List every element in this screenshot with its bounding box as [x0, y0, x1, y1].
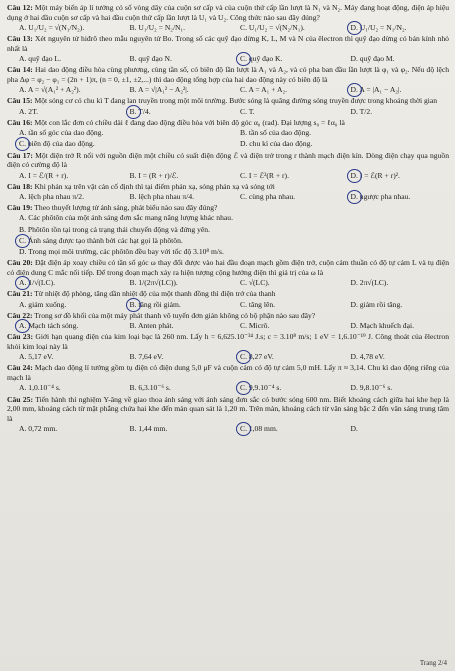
answer-option[interactable]: C. √(LC). — [240, 278, 270, 288]
answer-option[interactable]: C. cùng pha nhau. — [240, 191, 296, 201]
question-text: Một điện trở R nối với nguồn điện một chiều có suất điện động ℰ và điện trở trong r thành mạch điện kín. Dòng điện chạy qua nguồn điện có cường độ là — [7, 150, 449, 170]
question-17 — [7, 151, 449, 181]
answer-options — [7, 139, 449, 149]
question-number: Câu 14: — [7, 65, 33, 75]
question-stem — [7, 363, 449, 382]
answer-option[interactable]: C. A = A₁ + A₂. — [240, 85, 287, 95]
answer-options — [7, 85, 449, 95]
question-stem — [7, 151, 449, 170]
question-stem — [7, 311, 449, 321]
answer-option[interactable]: D. Mạch khuếch đại. — [350, 321, 414, 331]
answer-option[interactable]: D. Trong mọi môi trường, các phôtôn đều bay với tốc độ 3.10⁸ m/s. — [19, 247, 224, 257]
answer-option[interactable]: A. 5,17 eV. — [19, 352, 54, 362]
question-15 — [7, 96, 449, 116]
answer-option[interactable]: A. tần số góc của dao động. — [19, 128, 104, 138]
answer-option[interactable]: D. ngược pha nhau. — [339, 192, 450, 202]
answer-option[interactable]: D. chu kì của dao động. — [240, 139, 313, 149]
question-text: Đặt điện áp xoay chiều có tần số góc ω thay đổi được vào hai đầu đoạn mạch gồm điện trở, cuộn cảm thuần có độ tự cảm L và tụ điện có điện dung C mắc nối tiếp. Để trong đoạn mạch xảy ra hiện tượng cộng hưởng điện thì giá trị của ω là — [7, 258, 449, 277]
question-14 — [7, 65, 449, 95]
question-text: Từ nhiệt độ phòng, tăng dần nhiệt độ của một thanh đồng thì điện trở của thanh — [34, 289, 276, 299]
question-25 — [7, 395, 449, 434]
answer-option[interactable]: D. giảm rồi tăng. — [350, 299, 403, 309]
answer-options — [7, 128, 449, 138]
answer-option[interactable]: A. A = √(A₁² + A₂²). — [19, 85, 81, 95]
question-number: Câu 24: — [7, 363, 33, 373]
answer-option[interactable]: A. 0,72 mm. — [19, 424, 58, 434]
question-stem — [7, 118, 449, 128]
answer-options — [7, 23, 449, 33]
question-text: Xét nguyên tử hiđrô theo mẫu nguyên tử Bo. Trong số các quỹ đạo dừng K, L, M và N của êlectron thì quỹ đạo dừng có bán kính nhỏ nhất là — [7, 34, 449, 53]
question-text: Giới hạn quang điện của kim loại bạc là 260 nm. Lấy h = 6,625.10⁻³⁴ J.s; c = 3.10⁸ m/s; 1 eV = 1,6.10⁻¹⁹ J. Công thoát của êlectron khỏi kim loại này là — [7, 332, 449, 351]
answer-options — [7, 424, 449, 434]
answer-option[interactable]: C. Ánh sáng được tạo thành bởi các hạt gọi là phôtôn. — [7, 236, 449, 246]
question-text: Tiến hành thí nghiệm Y-âng về giao thoa ánh sáng với ánh sáng đơn sắc có bước sóng 600 nm. Biết khoảng cách giữa hai khe hẹp là 2,00 mm, khoảng cách từ mặt phẳng chứa hai khe đến màn quan sát là 1,20 m. Trên màn, khoảng cách từ vân sáng bậc 2 đến vân sáng trung tâm là — [7, 394, 449, 424]
question-text: Hai dao động điều hòa cùng phương, cùng tần số, có biên độ lần lượt là A₁ và A₂, và có pha ban đầu lần lượt là φ₁ và φ₂. Nếu độ lệch pha Δφ = φ₂ − φ₁ = (2n + 1)π, (n = 0, ±1, ±2,...) thì dao động tổng hợp của hai dao động này có biên độ là — [7, 65, 449, 85]
question-number: Câu 16: — [7, 117, 33, 127]
question-22 — [7, 311, 449, 331]
answer-option[interactable]: A. 1/√(LC). — [7, 278, 118, 288]
question-stem — [7, 96, 449, 106]
question-number: Câu 23: — [7, 332, 33, 342]
answer-option[interactable]: B. 6,3.10⁻⁶ s. — [129, 383, 171, 393]
answer-option[interactable]: B. 1/(2π√(LC)). — [129, 278, 178, 288]
answer-options — [7, 192, 449, 202]
answer-options — [7, 107, 449, 117]
answer-option[interactable]: B. U₁/U₂ = N₂/N₁. — [129, 22, 186, 32]
answer-option[interactable]: C. quỹ đạo K. — [228, 54, 339, 64]
answer-option[interactable]: B. lệch pha nhau π/4. — [129, 191, 195, 201]
answer-option[interactable]: A. 1,0.10⁻⁴ s. — [19, 383, 61, 393]
answer-option[interactable]: B. 7,64 eV. — [129, 352, 164, 362]
question-stem — [7, 332, 449, 351]
answer-options — [7, 236, 449, 246]
question-20 — [7, 258, 449, 288]
question-number: Câu 21: — [7, 289, 33, 299]
answer-option[interactable]: D. I = ℰ(R + r)². — [339, 171, 450, 181]
answer-option[interactable]: A. lệch pha nhau π/2. — [19, 191, 84, 201]
answer-options — [7, 321, 449, 331]
question-stem — [7, 395, 449, 424]
question-number: Câu 20: — [7, 258, 33, 268]
question-stem — [7, 258, 449, 277]
answer-option[interactable]: D. U₁/U₂ = N₁/N₂. — [339, 23, 450, 33]
answer-option[interactable]: A. quỹ đạo L. — [19, 54, 61, 64]
answer-option[interactable]: B. tần số của dao động. — [240, 128, 312, 138]
question-19 — [7, 203, 449, 257]
answer-option[interactable]: C. 9,9.10⁻⁴ s. — [228, 383, 339, 393]
answer-option[interactable]: A. giảm xuống. — [19, 299, 67, 309]
answer-option[interactable]: A. I = ℰ/(R + r). — [19, 170, 69, 180]
question-number: Câu 19: — [7, 203, 33, 213]
question-text: Mạch dao động lí tưởng gồm tụ điện có điện dung 5,0 μF và cuộn cảm có độ tự cảm 5,0 mH. Lấy π ≈ 3,14. Chu kì dao động riêng của mạch là — [7, 363, 450, 383]
answer-option[interactable]: B. I = (R + r)/ℰ. — [129, 170, 179, 180]
question-text: Một sóng cơ có chu kì T đang lan truyền trong một môi trường. Bước sóng là quãng đường sóng truyền được trong khoảng thời gian — [34, 96, 438, 106]
question-23 — [7, 332, 449, 362]
question-text: Khi phản xạ trên vật cản cố định thì tại điểm phản xạ, sóng phản xạ và sóng tới — [34, 181, 275, 191]
question-stem — [7, 65, 449, 84]
question-number: Câu 15: — [7, 96, 33, 106]
answer-option[interactable]: D. — [350, 424, 358, 434]
question-number: Câu 18: — [7, 181, 33, 191]
answer-option[interactable]: A. U₁/U₂ = √(N₁/N₂). — [19, 22, 85, 32]
answer-option[interactable]: C. I = ℰ²(R + r). — [240, 170, 289, 180]
answer-option[interactable]: A. Các phôtôn của một ánh sáng đơn sắc mang năng lượng khác nhau. — [19, 213, 233, 223]
question-stem — [7, 34, 449, 53]
question-24 — [7, 363, 449, 393]
answer-option[interactable]: B. 1,44 mm. — [129, 424, 168, 434]
answer-option[interactable]: A. 2T. — [19, 106, 39, 116]
answer-option[interactable]: B. A = √|A₁² − A₂²|. — [129, 85, 189, 95]
answer-option[interactable]: D. 9,8.10⁻⁶ s. — [350, 383, 393, 393]
answer-option[interactable]: D. A = |A₁ − A₂|. — [339, 85, 450, 95]
answer-option[interactable]: B. Anten phát. — [129, 321, 174, 331]
answer-option[interactable]: D. quỹ đạo M. — [350, 54, 395, 64]
answer-options — [7, 383, 449, 393]
answer-options — [7, 278, 449, 288]
answer-option[interactable]: B. quỹ đạo N. — [129, 54, 172, 64]
answer-options — [7, 225, 449, 235]
question-text: Theo thuyết lượng tử ánh sáng, phát biểu nào sau đây đúng? — [34, 203, 218, 213]
answer-option[interactable]: C. 1,08 mm. — [228, 424, 339, 434]
answer-option[interactable]: D. 4,78 eV. — [350, 352, 385, 362]
question-text: Một con lắc đơn có chiều dài ℓ đang dao động điều hòa với biên độ góc α₀ (rad). Đại lượng s₀ = ℓα₀ là — [34, 117, 345, 127]
answer-options — [7, 300, 449, 310]
question-stem — [7, 182, 449, 192]
page-number: Trang 2/4 — [419, 659, 447, 668]
question-stem — [7, 203, 449, 213]
answer-option[interactable]: B. Phôtôn tồn tại trong cả trạng thái chuyển động và đứng yên. — [19, 224, 210, 234]
question-stem — [7, 289, 449, 299]
answer-option[interactable]: B. tăng rồi giảm. — [118, 300, 229, 310]
answer-option[interactable]: C. biên độ của dao động. — [7, 139, 228, 149]
answer-options — [7, 54, 449, 64]
question-21 — [7, 289, 449, 309]
question-12 — [7, 3, 449, 33]
answer-option[interactable]: C. T. — [240, 106, 255, 116]
question-text: Một máy biến áp lí tưởng có số vòng dây của cuộn sơ cấp và của cuộn thứ cấp lần lượt là N₁ và N₂. Máy đang hoạt động, điện áp hiệu dụng ở hai đầu cuộn sơ cấp và hai đầu cuộn thứ cấp lần lượt là U₁ và U₂. Công thức nào sau đây đúng? — [7, 3, 449, 22]
answer-options — [7, 213, 449, 223]
answer-options — [7, 247, 449, 257]
answer-option[interactable]: C. tăng lên. — [240, 299, 276, 309]
question-16 — [7, 118, 449, 149]
answer-option[interactable]: C. Micrô. — [240, 321, 270, 331]
question-number: Câu 25: — [7, 394, 33, 404]
answer-option[interactable]: D. T/2. — [350, 106, 373, 116]
question-13 — [7, 34, 449, 64]
question-stem — [7, 3, 449, 22]
question-number: Câu 12: — [7, 3, 33, 12]
answer-option[interactable]: B. T/4. — [118, 107, 229, 117]
answer-option[interactable]: C. 8,27 eV. — [228, 352, 339, 362]
answer-options — [7, 352, 449, 362]
question-text: Trong sơ đồ khối của một máy phát thanh vô tuyến đơn giản không có bộ phận nào sau đây? — [34, 310, 316, 320]
answer-option[interactable]: A. Mạch tách sóng. — [7, 321, 118, 331]
answer-options — [7, 171, 449, 181]
answer-option[interactable]: C. U₁/U₂ = √(N₂/N₁). — [240, 22, 305, 32]
question-number: Câu 17: — [7, 150, 33, 160]
answer-option[interactable]: D. 2π√(LC). — [350, 278, 389, 288]
question-number: Câu 22: — [7, 310, 33, 320]
question-number: Câu 13: — [7, 34, 33, 44]
question-18 — [7, 182, 449, 202]
